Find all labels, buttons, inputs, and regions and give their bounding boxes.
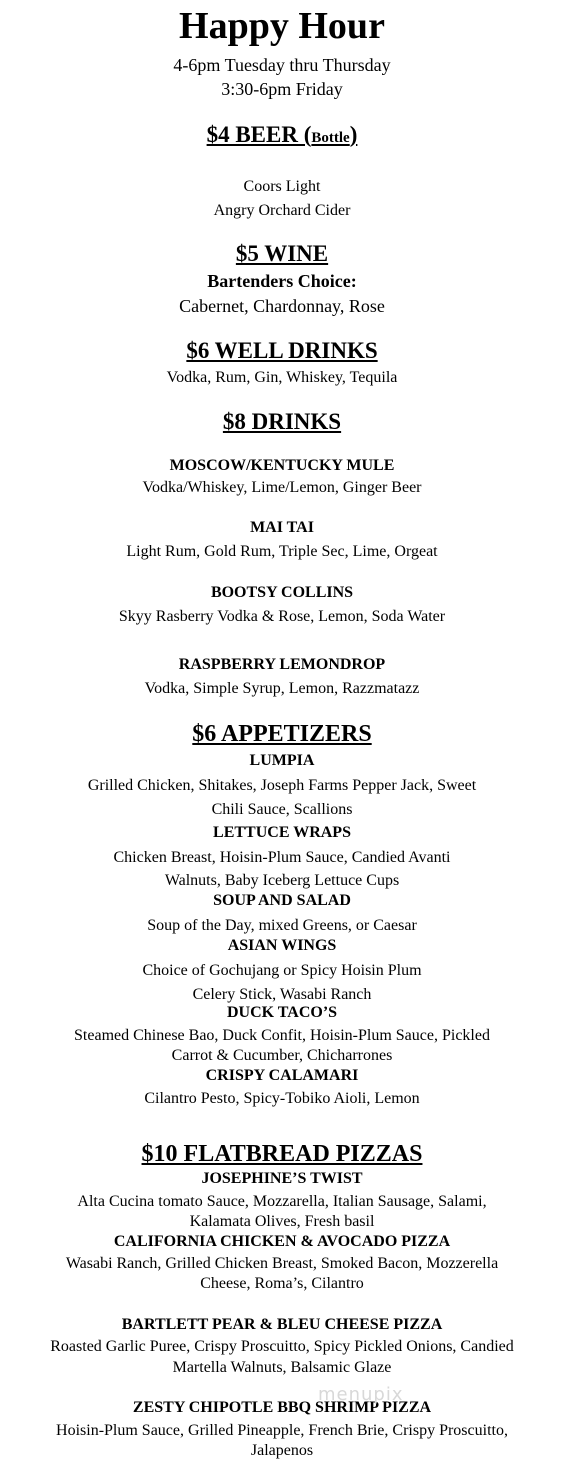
pizza-name: CALIFORNIA CHICKEN & AVOCADO PIZZA (113, 1233, 451, 1250)
pizza-desc: Roasted Garlic Puree, Crispy Proscuitto, Spicy Pickled Onions, Candied (50, 1338, 514, 1355)
drinks8-heading: $8 DRINKS (222, 409, 342, 434)
wine-subheading: Bartenders Choice: (207, 271, 357, 291)
pizza-desc: Wasabi Ranch, Grilled Chicken Breast, Smoked Bacon, Mozzerella (65, 1255, 499, 1272)
pizzas-heading: $10 FLATBREAD PIZZAS (141, 1141, 423, 1167)
appetizer-desc: Walnuts, Baby Iceberg Lettuce Cups (164, 872, 400, 889)
wine-items: Cabernet, Chardonnay, Rose (179, 296, 385, 316)
pizza-desc: Alta Cucina tomato Sauce, Mozzarella, Italian Sausage, Salami, (77, 1193, 487, 1210)
pizza-desc: Jalapenos (250, 1442, 314, 1459)
appetizer-name: LUMPIA (249, 752, 315, 769)
well-heading: $6 WELL DRINKS (186, 338, 378, 363)
beer-item: Angry Orchard Cider (213, 202, 351, 219)
appetizer-name: DUCK TACO’S (226, 1004, 338, 1021)
drink-desc: Skyy Rasberry Vodka & Rose, Lemon, Soda Water (118, 608, 446, 625)
pizza-desc: Hoisin-Plum Sauce, Grilled Pineapple, French Brie, Crispy Proscuitto, (56, 1422, 508, 1439)
pizza-desc: Kalamata Olives, Fresh basil (189, 1213, 375, 1230)
appetizer-name: SOUP AND SALAD (213, 892, 351, 909)
watermark: menupix (318, 1384, 404, 1405)
wine-heading: $5 WINE (235, 241, 329, 266)
appetizer-desc: Steamed Chinese Bao, Duck Confit, Hoisin-Plum Sauce, Pickled (74, 1027, 490, 1044)
pizza-name: JOSEPHINE’S TWIST (201, 1170, 363, 1187)
page-title: Happy Hour (179, 5, 385, 47)
beer-heading: $4 BEER (Bottle) (206, 122, 358, 147)
drink-desc: Light Rum, Gold Rum, Triple Sec, Lime, Orgeat (126, 543, 438, 560)
appetizers-heading: $6 APPETIZERS (192, 721, 372, 747)
drink-desc: Vodka/Whiskey, Lime/Lemon, Ginger Beer (142, 479, 422, 496)
hours-friday: 3:30-6pm Friday (221, 79, 343, 99)
appetizer-desc: Chicken Breast, Hoisin-Plum Sauce, Candied Avanti (113, 849, 451, 866)
appetizer-desc: Soup of the Day, mixed Greens, or Caesar (147, 917, 417, 934)
pizza-desc: Martella Walnuts, Balsamic Glaze (172, 1359, 392, 1376)
pizza-name: BARTLETT PEAR & BLEU CHEESE PIZZA (121, 1316, 443, 1333)
appetizer-name: LETTUCE WRAPS (213, 824, 351, 841)
well-items: Vodka, Rum, Gin, Whiskey, Tequila (166, 369, 398, 386)
appetizer-desc: Carrot & Cucumber, Chicharrones (171, 1047, 393, 1064)
drink-name: MAI TAI (250, 519, 314, 536)
drink-desc: Vodka, Simple Syrup, Lemon, Razzmatazz (144, 680, 420, 697)
drink-name: RASPBERRY LEMONDROP (178, 656, 386, 673)
drink-name: BOOTSY COLLINS (210, 584, 354, 601)
appetizer-desc: Celery Stick, Wasabi Ranch (192, 986, 372, 1003)
appetizer-desc: Chili Sauce, Scallions (211, 801, 353, 818)
appetizer-desc: Choice of Gochujang or Spicy Hoisin Plum (142, 962, 422, 979)
beer-item: Coors Light (243, 178, 321, 195)
appetizer-desc: Cilantro Pesto, Spicy-Tobiko Aioli, Lemon (144, 1090, 420, 1107)
drink-name: MOSCOW/KENTUCKY MULE (169, 457, 395, 474)
hours-weekday: 4-6pm Tuesday thru Thursday (173, 55, 391, 75)
pizza-name: ZESTY CHIPOTLE BBQ SHRIMP PIZZA (132, 1399, 432, 1416)
appetizer-desc: Grilled Chicken, Shitakes, Joseph Farms Pepper Jack, Sweet (87, 777, 477, 794)
pizza-desc: Cheese, Roma’s, Cilantro (200, 1275, 364, 1292)
appetizer-name: CRISPY CALAMARI (205, 1067, 359, 1084)
appetizer-name: ASIAN WINGS (227, 937, 337, 954)
